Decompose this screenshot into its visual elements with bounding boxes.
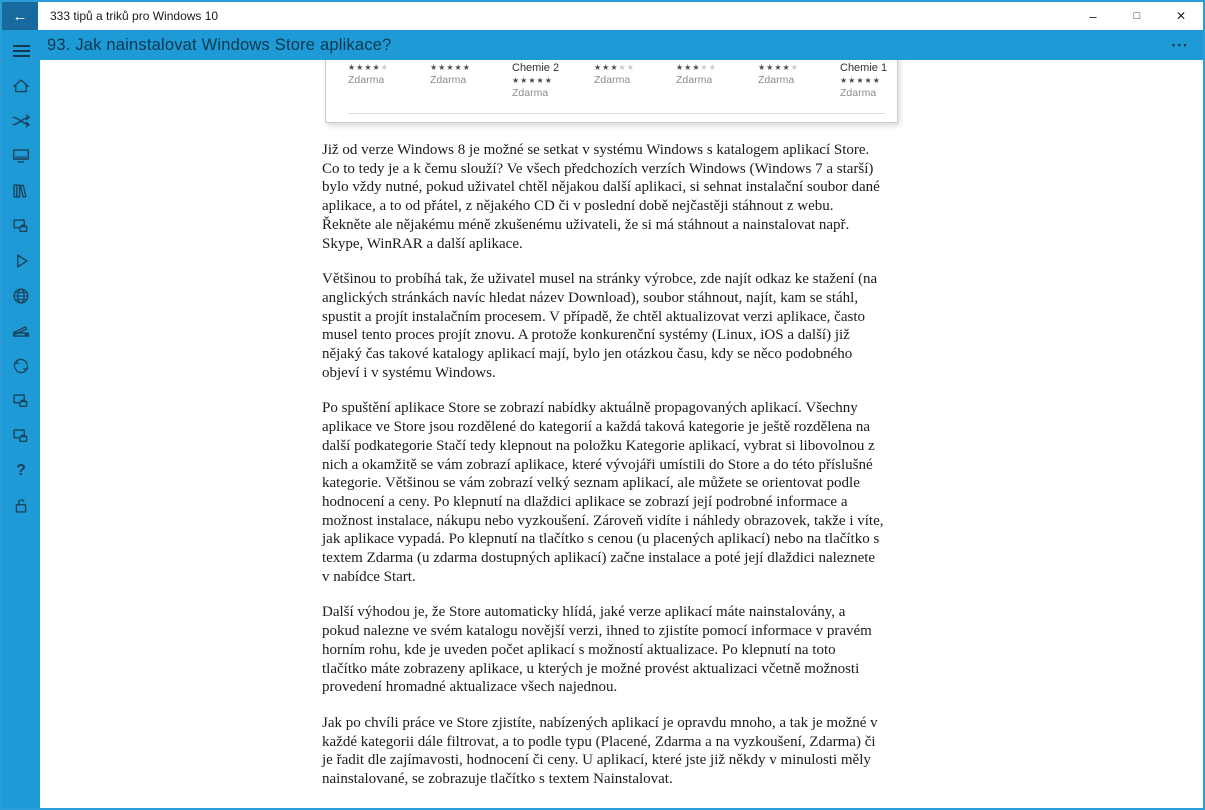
divider: [348, 113, 885, 114]
back-button[interactable]: [2, 2, 38, 30]
store-app-tile: [430, 60, 512, 100]
app-price: Zdarma: [430, 74, 467, 86]
window-controls: [1071, 2, 1203, 30]
store-app-tile: [676, 60, 758, 100]
windows-briefcase-icon: [10, 425, 32, 447]
app-price: Zdarma: [758, 74, 795, 86]
close-icon: ✕: [1175, 9, 1187, 23]
store-screenshot-image: [325, 60, 898, 123]
page-title: 93. Jak nainstalovat Windows Store aplikace?: [47, 35, 392, 54]
sidebar-item-web[interactable]: [2, 278, 40, 313]
rating-stars: ★★★★★: [840, 76, 881, 85]
app-price: Zdarma: [348, 74, 385, 86]
help-icon: ?: [16, 461, 26, 479]
sidebar-item-lock[interactable]: [2, 488, 40, 523]
sidebar-item-play[interactable]: [2, 243, 40, 278]
sidebar-item-scan[interactable]: [2, 313, 40, 348]
page-content: [40, 60, 1203, 808]
sidebar: [2, 60, 40, 808]
rating-stars: ★★★★★: [676, 63, 717, 72]
app-price: Zdarma: [594, 74, 631, 86]
sidebar-item-apps-transfer[interactable]: [2, 208, 40, 243]
paragraph: Jak po chvíli práce ve Store zjistíte, nabízených aplikací je opravdu mnoho, a tak je možné v každé kategorii dále filtrovat, a to podle typu (Placené, Zdarma a na vyzkoušení, Zdarma) či je řadit dle zajímavosti, hodnocení či ceny. U aplikací, které jste již někdy v minulosti měly nainstalované, se zobrazuje tlačítko s textem Nainstalovat.: [322, 714, 878, 788]
menu-button[interactable]: [2, 34, 40, 57]
windows-briefcase-icon: [10, 390, 32, 412]
store-app-tile: [348, 60, 430, 100]
store-app-tile: [758, 60, 840, 100]
minimize-icon: –: [1089, 8, 1097, 24]
minimize-button[interactable]: [1071, 2, 1115, 30]
sidebar-item-home[interactable]: [2, 68, 40, 103]
close-button[interactable]: [1159, 2, 1203, 30]
body-row: [2, 60, 1203, 808]
app-name: Chemie 1: [840, 62, 888, 74]
sidebar-item-apps-transfer-2[interactable]: [2, 383, 40, 418]
app-header: [2, 30, 1203, 60]
lock-icon: [10, 495, 32, 517]
paragraph: Již od verze Windows 8 je možné se setkat v systému Windows s katalogem aplikací Store. Co to tedy je a k čemu slouží? Ve všech předchozích verzích Windows (Windows 7 a starší) bylo vždy nutné, pokud uživatel chtěl nějakou další aplikaci, si sehnat instalační soubor dané aplikace, a to od přátel, z nějakého CD či v poslední době nejčastěji stáhnout z webu. Řekněte ale nějakému méně zkušenému uživateli, že si má stáhnout a nainstalovat např. Skype, WinRAR a další aplikace.: [322, 142, 880, 252]
play-icon: [10, 250, 32, 272]
app-price: Zdarma: [512, 87, 549, 99]
shuffle-icon: [10, 110, 32, 132]
rating-stars: ★★★★★: [348, 63, 389, 72]
store-app-tile: [594, 60, 676, 100]
sync-icon: [10, 355, 32, 377]
sidebar-item-sync[interactable]: [2, 348, 40, 383]
home-icon: [10, 75, 32, 97]
globe-icon: [10, 285, 32, 307]
sidebar-item-presentation[interactable]: [2, 138, 40, 173]
library-icon: [10, 180, 32, 202]
sidebar-item-library[interactable]: [2, 173, 40, 208]
sidebar-item-help[interactable]: [2, 453, 40, 488]
article-text: [322, 141, 884, 806]
display-icon: [10, 145, 32, 167]
paragraph: Většinou to probíhá tak, že uživatel musel na stránky výrobce, zde najít odkaz ke stažení (na anglických stránkách navíc hledat název Download), soubor stáhnout, najít, kam se stáhl, spustit a projít instalačním procesem. V případě, že chtěl aktualizovat verzi aplikace, často musel tento proces projít znovu. A protože konkurenční systémy (Linux, iOS a další) již nějaký čas takové katalogy aplikací mají, bylo jen otázkou času, kdy se něco podobného objeví i v systému Windows.: [322, 271, 878, 381]
paragraph: Po spuštění aplikace Store se zobrazí nabídky aktuálně propagovaných aplikací. Všechny aplikace ve Store jsou rozdělené do kategorií a každá taková kategorie je ještě rozdělena na další podkategorie Stačí tedy klepnout na položku Kategorie aplikací, vybrat si libovolnou z nich a okamžitě se vám zobrazí aplikace, které vývojáři umístili do Store a do této příslušné kategorie. Většinou se vám zobrazí velký seznam aplikací, ale můžete se orientovat podle hodnocení a ceny. Po klepnutí na dlaždici aplikace se zobrazí její podrobné informace a možnost instalace, nákupu nebo vyzkoušení. Zároveň vidíte i náhledy obrazovek, takže i víte, jak aplikace vypadá. Po klepnutí na tlačítko s cenou (u placených aplikací) nebo na tlačítko s textem Zdarma (u zdarma dostupných aplikací) začne instalace a poté její dlaždici naleznete v nabídce Start.: [322, 400, 884, 585]
sidebar-item-shuffle[interactable]: [2, 103, 40, 138]
store-app-tile: [512, 60, 594, 100]
app-price: Zdarma: [676, 74, 713, 86]
rating-stars: ★★★★★: [512, 76, 553, 85]
store-app-tile: [840, 60, 898, 100]
title-bar: [2, 2, 1203, 30]
app-price: Zdarma: [840, 87, 877, 99]
rating-stars: ★★★★★: [758, 63, 799, 72]
windows-briefcase-icon: [10, 215, 32, 237]
scanner-icon: [10, 320, 32, 342]
store-tiles-row: [326, 60, 897, 100]
window-title: 333 tipů a triků pro Windows 10: [50, 9, 219, 23]
more-button[interactable]: [1158, 30, 1203, 60]
maximize-icon: □: [1133, 10, 1141, 22]
app-name: Chemie 2: [512, 62, 560, 74]
back-icon: ←: [12, 7, 28, 25]
paragraph: Další výhodou je, že Store automaticky hlídá, jaké verze aplikací máte nainstalovány, a pokud nalezne ve svém katalogu novější verzi, ihned to zjistíte pomocí informace v pravém horním rohu, kde je uveden počet aplikací s možností aktualizace. Po klepnutí na toto tlačítko máte zobrazeny aplikace, u kterých je možné provést aktualizaci včetně možnosti provedení hromadné aktualizace všech najednou.: [322, 604, 872, 696]
rating-stars: ★★★★★: [430, 63, 471, 72]
hamburger-icon: [13, 34, 30, 57]
rating-stars: ★★★★★: [594, 63, 635, 72]
sidebar-item-apps-transfer-3[interactable]: [2, 418, 40, 453]
maximize-button[interactable]: [1115, 2, 1159, 30]
more-icon: •••: [1172, 40, 1189, 50]
